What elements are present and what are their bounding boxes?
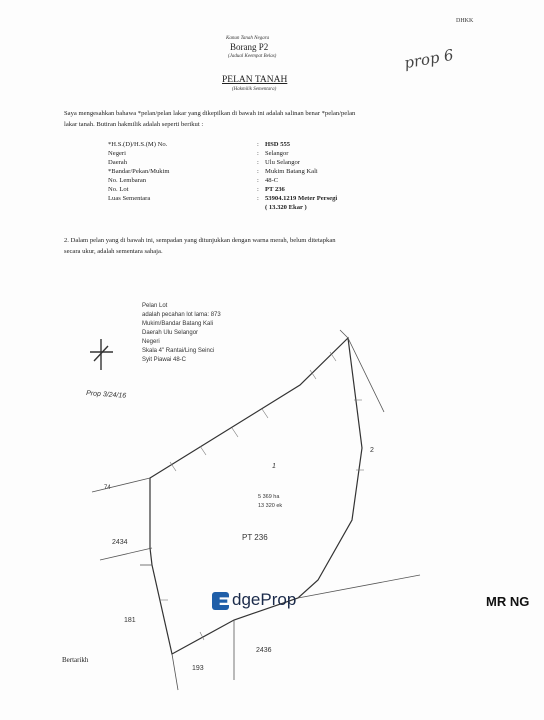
detail-colon: : [257, 159, 259, 166]
handwritten-note: prop 6 [402, 45, 455, 73]
detail-colon: : [257, 168, 259, 175]
legend-line: Skala 4" Rantai/Ling Seinci [142, 348, 215, 354]
detail-colon: : [257, 186, 259, 193]
detail-label: No. Lot [108, 186, 129, 193]
note-2-line-2: secara ukur, adalah sementara sahaja. [64, 248, 163, 255]
detail-label: Luas Sementara [108, 195, 151, 202]
legend-line: Negeri [142, 339, 160, 345]
detail-label: *Bandar/Pekan/Mukim [108, 168, 170, 175]
neighbour-lot: 181 [124, 617, 136, 624]
sketch-note: Prop 3/24/16 [85, 390, 127, 400]
legend-line: adalah pecahan lot lama: 873 [142, 312, 221, 318]
adjacent-lot-lines [92, 330, 420, 690]
detail-value: Selangor [265, 150, 289, 157]
detail-label: Daerah [108, 159, 128, 166]
detail-colon: : [257, 141, 259, 148]
note-2-line-1: 2. Dalam pelan yang di bawah ini, sempadan yang ditunjukkan dengan warna merah, belum ditetapkan [64, 237, 336, 244]
lot-area-acre: 13 320 ek [258, 503, 283, 509]
dated-label: Bertarikh [62, 656, 89, 664]
intro-line-1: Saya mengesahkan bahawa *pelan/pelan lakar yang dikepilkan di bawah ini adalah salinan benar *pelan/pelan [64, 110, 356, 117]
neighbour-lot: 2434 [112, 539, 128, 546]
agent-name: MR NG [486, 594, 530, 609]
detail-label: *H.S.(D)/H.S.(M) No. [108, 141, 168, 148]
detail-value: Mukim Batang Kali [265, 168, 318, 175]
page-title: PELAN TANAH [222, 75, 288, 85]
intro-line-2: lakar tanah. Butiran hakmilik adalah seperti berikut : [64, 121, 204, 128]
legend-line: Daerah Ulu Selangor [142, 330, 199, 336]
legend-line: Mukim/Bandar Batang Kali [142, 321, 214, 327]
detail-label: No. Lembaran [108, 177, 147, 184]
north-arrow-icon [90, 339, 113, 370]
detail-value: PT 236 [265, 186, 285, 193]
legend-line: Pelan Lot [142, 303, 168, 309]
neighbour-lot: 74 [104, 485, 111, 491]
form-subtitle: (Jadual Keempat Belas) [228, 54, 277, 59]
detail-label: Negeri [108, 150, 126, 157]
header-code: DHKK [456, 18, 474, 24]
lot-label: PT 236 [242, 533, 268, 542]
detail-value: HSD 555 [265, 141, 291, 148]
detail-colon: : [257, 177, 259, 184]
logo-mark-icon [212, 592, 229, 610]
detail-value: 53904.1219 Meter Persegi [265, 195, 338, 202]
logo-wordmark: dgeProp [232, 590, 297, 609]
neighbour-lot: 2 [370, 447, 374, 454]
detail-value: Ulu Selangor [265, 159, 300, 166]
header-office: Kanun Tanah Negara [226, 36, 270, 41]
form-title: Borang P2 [230, 42, 269, 52]
legend-line: Syit Piawai 48-C [142, 357, 187, 363]
lot-area-metric: 5 369 ha [258, 494, 280, 500]
detail-value: 48-C [265, 177, 279, 184]
neighbour-lot: 193 [192, 665, 204, 672]
detail-value: ( 13.320 Ekar ) [265, 204, 307, 211]
lot-number: 1 [272, 463, 276, 470]
page-subtitle: (Hakmilik Sementara) [232, 87, 277, 92]
neighbour-lot: 2436 [256, 647, 272, 654]
detail-colon: : [257, 195, 259, 202]
detail-colon: : [257, 150, 259, 157]
